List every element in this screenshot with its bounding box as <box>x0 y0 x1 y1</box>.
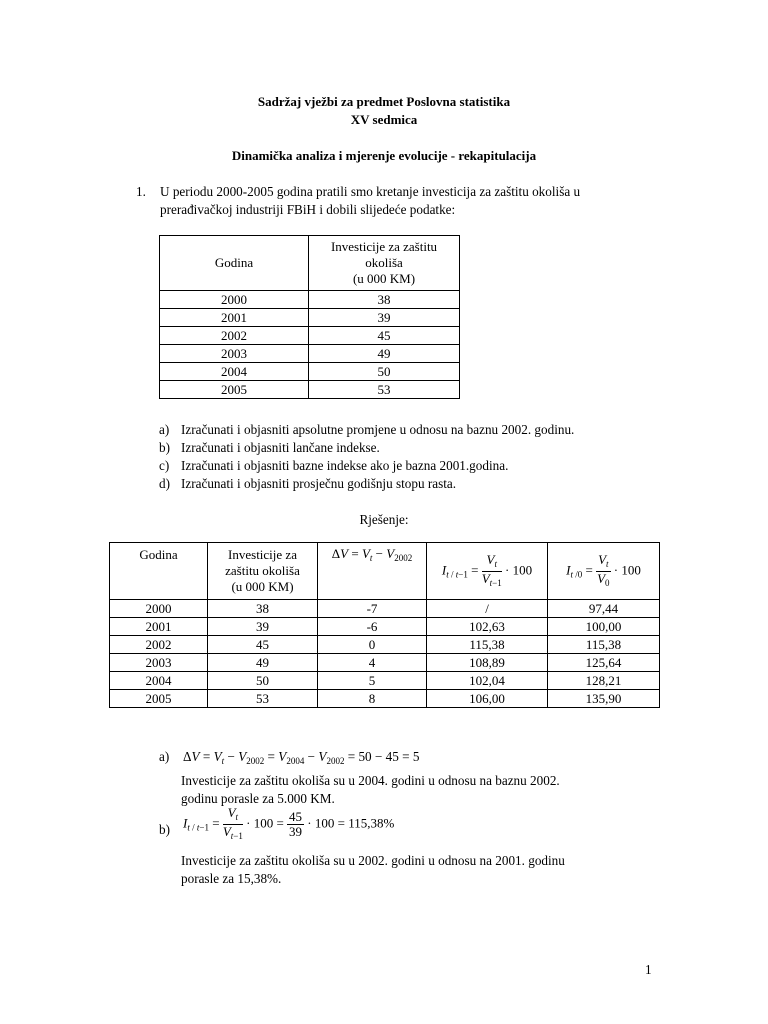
header-chain-index-formula: $I_{t / t-1}$ = $\frac{V_t}{V_{t-1}}$ · 100 <box>427 543 548 600</box>
answer-a-formula: $\Delta V = V_t - V_{2002} = V_{2004} - V_{2002} = 50 - 45 = 5$ <box>183 749 420 766</box>
cell-year: 2000 <box>160 291 309 309</box>
cell-year: 2002 <box>110 636 208 654</box>
question-label: b) <box>159 440 170 455</box>
cell-chain-index: 102,63 <box>427 618 548 636</box>
table-row <box>110 654 660 672</box>
cell-chain-index: / <box>427 600 548 618</box>
answer-b-formula: $I_{t / t-1}$ = $\frac{V_t}{V_{t-1}}$ · 100 = $\frac{45}{39}$ · 100 = 115,38% <box>183 805 395 841</box>
cell-delta: -7 <box>318 600 427 618</box>
answer-a-text-line1: Investicije za zaštitu okoliša su u 2004. godini u odnosu na baznu 2002. <box>181 773 560 788</box>
cell-year: 2001 <box>160 309 309 327</box>
cell-value: 45 <box>309 327 460 345</box>
table-row <box>160 327 460 345</box>
doc-title: Sadržaj vježbi za predmet Poslovna statistika <box>257 94 511 109</box>
header-base-index-formula: $I_{t /0}$ = $\frac{V_t}{V_0}$ · 100 <box>548 543 660 600</box>
cell-year: 2005 <box>160 381 309 399</box>
cell-value: 39 <box>208 618 318 636</box>
cell-value: 53 <box>309 381 460 399</box>
table-row <box>110 672 660 690</box>
table-row <box>160 381 460 399</box>
cell-value: 49 <box>309 345 460 363</box>
question-label: d) <box>159 476 170 491</box>
section-heading: Dinamička analiza i mjerenje evolucije - rekapitulacija <box>231 148 537 163</box>
header-year: Godina <box>160 236 309 291</box>
header-delta-formula: $\Delta V = V_t - V_{2002}$ <box>318 543 427 600</box>
cell-year: 2005 <box>110 690 208 708</box>
cell-base-index: 115,38 <box>548 636 660 654</box>
task-number: 1. <box>136 184 146 199</box>
question-label: a) <box>159 422 170 437</box>
cell-delta: -6 <box>318 618 427 636</box>
cell-chain-index: 115,38 <box>427 636 548 654</box>
cell-delta: 8 <box>318 690 427 708</box>
cell-base-index: 125,64 <box>548 654 660 672</box>
answer-b-numerator: 45 <box>289 809 303 824</box>
table-row <box>110 690 660 708</box>
answer-b-text-line1: Investicije za zaštitu okoliša su u 2002. godini u odnosu na 2001. godinu <box>181 853 565 868</box>
answer-a-text-line2: godinu porasle za 5.000 KM. <box>181 791 335 806</box>
task-text-line2: prerađivačkoj industriji FBiH i dobili slijedeće podatke: <box>160 202 456 217</box>
table-row <box>160 309 460 327</box>
question-label: c) <box>159 458 170 473</box>
header-year: Godina <box>110 543 208 600</box>
cell-year: 2000 <box>110 600 208 618</box>
answer-b-denominator: 39 <box>289 824 303 839</box>
answer-b-label: b) <box>159 822 170 837</box>
task-text-line1: U periodu 2000-2005 godina pratili smo kretanje investicija za zaštitu okoliša u <box>160 184 581 199</box>
cell-chain-index: 106,00 <box>427 690 548 708</box>
header-investment-l2: zaštitu okoliša <box>225 563 300 578</box>
table-row <box>110 600 660 618</box>
header-investment-l2: okoliša <box>365 255 403 270</box>
cell-chain-index: 102,04 <box>427 672 548 690</box>
page-number: 1 <box>645 962 652 977</box>
cell-value: 50 <box>208 672 318 690</box>
header-investment-l3: (u 000 KM) <box>231 579 294 594</box>
cell-year: 2001 <box>110 618 208 636</box>
solution-table <box>109 542 660 708</box>
cell-value: 39 <box>309 309 460 327</box>
table-row <box>160 291 460 309</box>
table-row <box>160 363 460 381</box>
table-row <box>160 345 460 363</box>
cell-delta: 0 <box>318 636 427 654</box>
question-text: Izračunati i objasniti bazne indekse ako je bazna 2001.godina. <box>181 458 509 473</box>
header-investment-l1: Investicije za <box>228 547 297 562</box>
header-investment-l3: (u 000 KM) <box>352 271 416 286</box>
cell-value: 38 <box>309 291 460 309</box>
cell-value: 38 <box>208 600 318 618</box>
question-text: Izračunati i objasniti prosječnu godišnju stopu rasta. <box>181 476 457 491</box>
cell-year: 2004 <box>110 672 208 690</box>
cell-year: 2002 <box>160 327 309 345</box>
cell-value: 50 <box>309 363 460 381</box>
cell-value: 45 <box>208 636 318 654</box>
cell-year: 2003 <box>160 345 309 363</box>
cell-base-index: 135,90 <box>548 690 660 708</box>
cell-delta: 4 <box>318 654 427 672</box>
cell-year: 2004 <box>160 363 309 381</box>
cell-base-index: 100,00 <box>548 618 660 636</box>
answer-a-label: a) <box>159 749 170 764</box>
table-row <box>110 636 660 654</box>
doc-subtitle: XV sedmica <box>350 112 418 127</box>
answer-b-text-line2: porasle za 15,38%. <box>181 871 282 886</box>
cell-value: 49 <box>208 654 318 672</box>
cell-value: 53 <box>208 690 318 708</box>
cell-chain-index: 108,89 <box>427 654 548 672</box>
answer-b-result: · 100 = 115,38% <box>307 815 395 831</box>
cell-base-index: 128,21 <box>548 672 660 690</box>
question-text: Izračunati i objasniti apsolutne promjene u odnosu na baznu 2002. godinu. <box>181 422 575 437</box>
header-investment <box>208 543 318 600</box>
data-table <box>159 235 460 399</box>
cell-year: 2003 <box>110 654 208 672</box>
solution-title: Rješenje: <box>359 512 409 527</box>
answer-a-result: = 50 − 45 = 5 <box>347 749 420 764</box>
header-investment-l1: Investicije za zaštitu <box>330 239 438 254</box>
header-investment <box>309 236 460 291</box>
table-header-row <box>110 543 660 600</box>
table-header-row <box>160 236 460 291</box>
cell-delta: 5 <box>318 672 427 690</box>
table-row <box>110 618 660 636</box>
cell-base-index: 97,44 <box>548 600 660 618</box>
question-text: Izračunati i objasniti lančane indekse. <box>181 440 380 455</box>
